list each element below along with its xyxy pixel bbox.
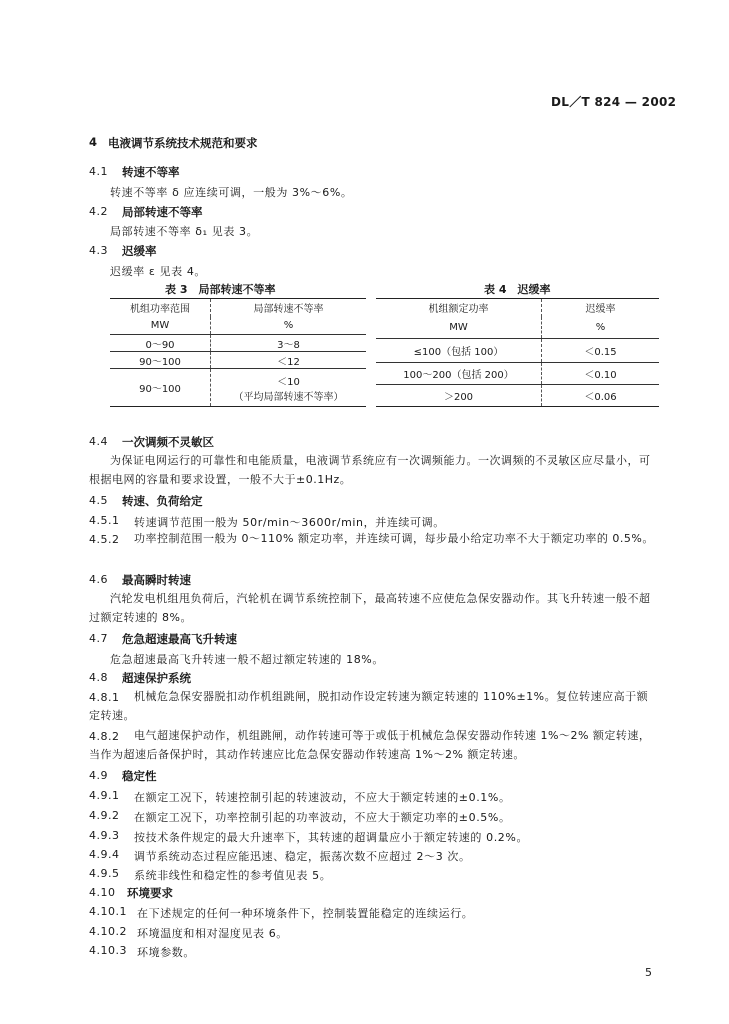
table-cell: 90～100 bbox=[110, 369, 211, 407]
section-4-9-1-body: 在额定工况下，转速控制引起的转速波动，不应大于额定转速的±0.1%。 bbox=[134, 791, 511, 804]
table-row bbox=[376, 363, 659, 385]
section-4-9-3-body: 按技术条件规定的最大升速率下，其转速的超调量应小于额定转速的 0.2%。 bbox=[134, 831, 529, 844]
section-4-6-number: 4.6 bbox=[89, 573, 108, 586]
section-4-9-title: 稳定性 bbox=[122, 769, 157, 783]
section-4-2-title: 局部转速不等率 bbox=[122, 205, 203, 219]
section-4-10-3-number: 4.10.3 bbox=[89, 944, 127, 957]
section-4-6-title: 最高瞬时转速 bbox=[122, 573, 191, 587]
section-4-9-2-number: 4.9.2 bbox=[89, 809, 120, 822]
section-4-9-5-number: 4.9.5 bbox=[89, 867, 120, 880]
section-4-9-5-body: 系统非线性和稳定性的参考值见表 5。 bbox=[134, 869, 332, 882]
section-4-5-1-body: 转速调节范围一般为 50r/min～3600r/min，并连续可调。 bbox=[134, 516, 445, 529]
section-4-9-1-number: 4.9.1 bbox=[89, 789, 120, 802]
table-cell: ＜0.10 bbox=[584, 370, 617, 381]
section-4-10-1-body: 在下述规定的任何一种环境条件下，控制装置能稳定的连续运行。 bbox=[137, 907, 474, 920]
table-cell: ＜0.15 bbox=[584, 347, 617, 358]
section-4-3-title: 迟缓率 bbox=[122, 244, 157, 258]
table-4-header-hysteresis: 迟缓率 bbox=[585, 304, 616, 316]
section-4-8-1-number: 4.8.1 bbox=[89, 691, 120, 704]
section-4-9-4-number: 4.9.4 bbox=[89, 848, 120, 861]
section-4-10-title: 环境要求 bbox=[127, 886, 173, 900]
section-4-8-1-body: 机械危急保安器脱扣动作机组跳闸，脱扣动作设定转速为额定转速的 110%±1%。复位转速应高于额定转速。 bbox=[89, 690, 649, 722]
table-cell-line: ＜10 bbox=[277, 376, 300, 388]
table-cell: 100～200（包括 200） bbox=[376, 363, 542, 385]
table-3-caption: 表 3 局部转速不等率 bbox=[165, 283, 276, 296]
section-4-7-number: 4.7 bbox=[89, 632, 108, 645]
table-row bbox=[110, 335, 366, 352]
table-cell: 3～8 bbox=[277, 339, 300, 351]
section-4-10-2-body: 环境温度和相对湿度见表 6。 bbox=[137, 927, 288, 940]
page-number: 5 bbox=[645, 966, 653, 979]
table-cell: 90～100 bbox=[110, 352, 211, 369]
table-4-caption: 表 4 迟缓率 bbox=[484, 283, 551, 296]
table-3-header-range-unit: MW bbox=[110, 317, 211, 335]
section-4-4-title: 一次调频不灵敏区 bbox=[122, 435, 214, 449]
table-cell-note: （平均局部转速不等率） bbox=[233, 391, 344, 403]
table-cell bbox=[211, 369, 367, 407]
section-4-4-body: 为保证电网运行的可靠性和电能质量，电液调节系统应有一次调频能力。一次调频的不灵敏区应尽量小，可根据电网的容量和要求设置，一般不大于±0.1Hz。 bbox=[89, 454, 651, 486]
section-4-10-number: 4.10 bbox=[89, 886, 116, 899]
table-cell: ＞200 bbox=[376, 385, 542, 407]
section-4-2-body: 局部转速不等率 δ₁ 见表 3。 bbox=[110, 225, 259, 238]
section-4-8-title: 超速保护系统 bbox=[122, 671, 191, 685]
table-row bbox=[110, 369, 366, 407]
section-4-7-body: 危急超速最高飞升转速一般不超过额定转速的 18%。 bbox=[110, 653, 384, 666]
table-4 bbox=[376, 298, 659, 407]
section-4-10-1-number: 4.10.1 bbox=[89, 905, 127, 918]
section-4-1-body: 转速不等率 δ 应连续可调，一般为 3%～6%。 bbox=[110, 186, 353, 199]
table-3-header-ratio: 局部转速不等率 bbox=[253, 304, 324, 316]
section-4-1-number: 4.1 bbox=[89, 165, 108, 178]
section-4-7-title: 危急超速最高飞升转速 bbox=[122, 632, 237, 646]
section-4-1-title: 转速不等率 bbox=[122, 165, 180, 179]
section-4-10-3-body: 环境参数。 bbox=[137, 946, 195, 959]
table-cell: ＜12 bbox=[277, 356, 300, 368]
section-4-8-number: 4.8 bbox=[89, 671, 108, 684]
section-4-number: 4 bbox=[89, 135, 98, 149]
section-4-4-number: 4.4 bbox=[89, 435, 108, 448]
section-4-title: 电液调节系统技术规范和要求 bbox=[108, 136, 258, 150]
section-4-8-2-body: 电气超速保护动作，机组跳闸，动作转速可等于或低于机械危急保安器动作转速 1%～2% 额定转速，当作为超速后备保护时，其动作转速应比危急保安器动作转速高 1%～2% 额定转速。 bbox=[89, 729, 651, 761]
section-4-3-number: 4.3 bbox=[89, 244, 108, 257]
section-4-5-1-number: 4.5.1 bbox=[89, 514, 120, 527]
table-3 bbox=[110, 298, 366, 407]
section-4-5-title: 转速、负荷给定 bbox=[122, 494, 203, 508]
section-4-9-4-body: 调节系统动态过程应能迅速、稳定，振荡次数不应超过 2～3 次。 bbox=[134, 850, 471, 863]
section-4-6-body: 汽轮发电机组甩负荷后，汽轮机在调节系统控制下，最高转速不应使危急保安器动作。其飞升转速一般不超过额定转速的 8%。 bbox=[89, 592, 651, 624]
section-4-9-2-body: 在额定工况下，功率控制引起的功率波动，不应大于额定功率的±0.5%。 bbox=[134, 811, 511, 824]
table-row bbox=[110, 352, 366, 369]
table-cell: 0～90 bbox=[110, 335, 211, 352]
section-4-5-2-number: 4.5.2 bbox=[89, 533, 120, 546]
table-3-header-ratio-unit: % bbox=[283, 319, 294, 331]
table-cell: ＜0.06 bbox=[584, 392, 617, 403]
table-3-header-range: 机组功率范围 bbox=[110, 299, 211, 317]
section-4-9-3-number: 4.9.3 bbox=[89, 829, 120, 842]
table-4-header-power-unit: MW bbox=[376, 317, 542, 339]
section-4-5-number: 4.5 bbox=[89, 494, 108, 507]
section-4-5-2-body: 功率控制范围一般为 0～110% 额定功率，并连续可调，每步最小给定功率不大于额定功率的 0.5%。 bbox=[134, 532, 654, 545]
table-row bbox=[376, 385, 659, 407]
section-4-2-number: 4.2 bbox=[89, 205, 108, 218]
section-4-8-2-number: 4.8.2 bbox=[89, 730, 120, 743]
section-4-3-body: 迟缓率 ε 见表 4。 bbox=[110, 265, 207, 278]
table-4-header-hysteresis-unit: % bbox=[595, 321, 606, 333]
section-4-9-number: 4.9 bbox=[89, 769, 108, 782]
standard-number: DL／T 824 — 2002 bbox=[551, 95, 677, 109]
table-row bbox=[376, 339, 659, 363]
table-4-header-power: 机组额定功率 bbox=[376, 299, 542, 317]
table-cell: ≤100（包括 100） bbox=[376, 339, 542, 363]
section-4-10-2-number: 4.10.2 bbox=[89, 925, 127, 938]
